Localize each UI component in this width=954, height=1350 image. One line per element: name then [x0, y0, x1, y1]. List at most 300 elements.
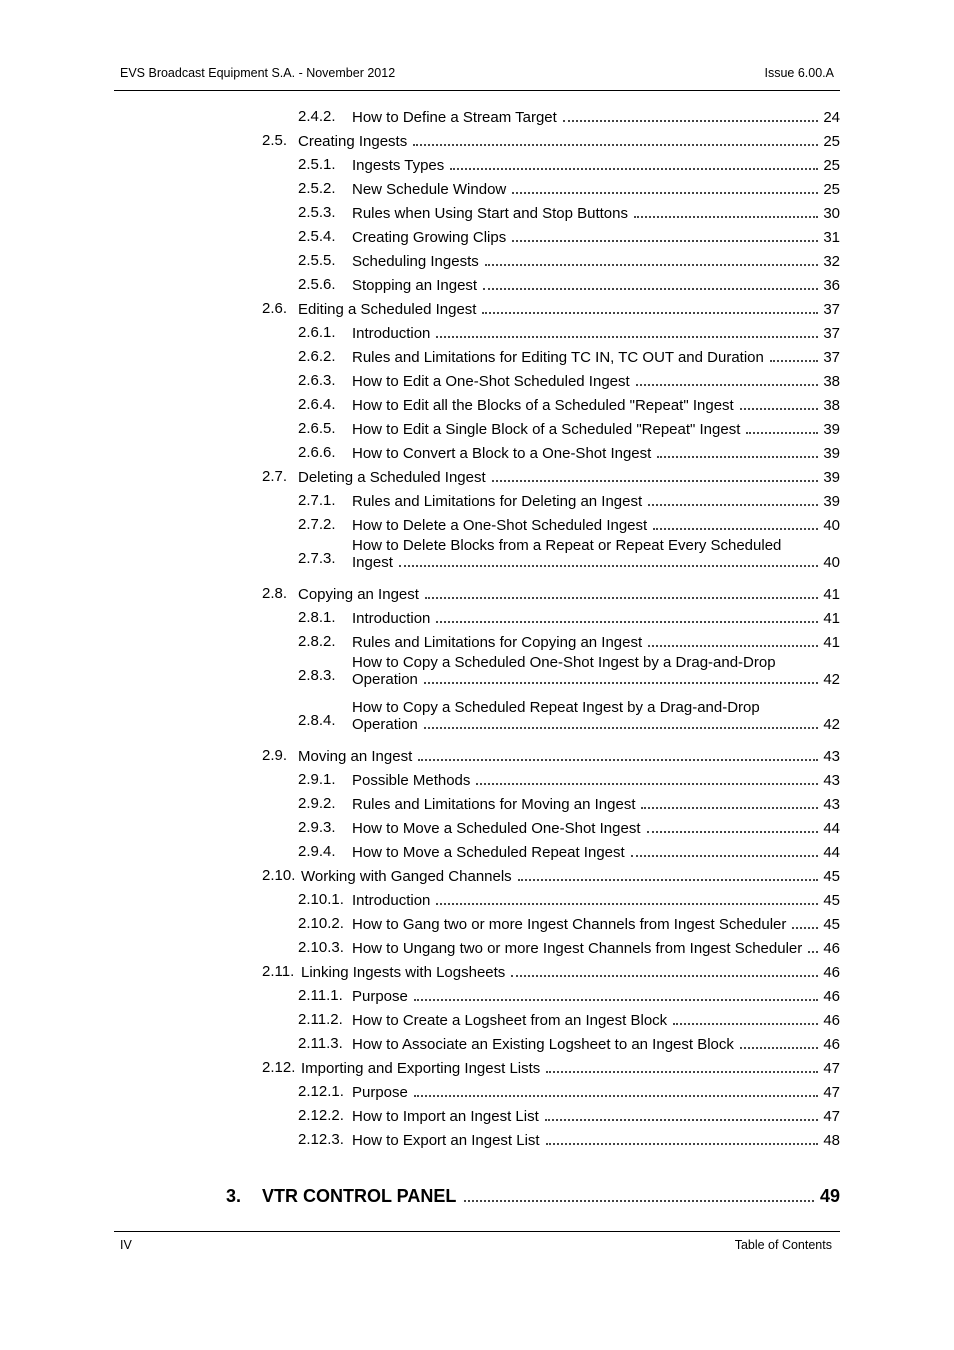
dot-leader — [673, 1023, 818, 1025]
dot-leader — [436, 621, 818, 623]
toc-entry-line — [298, 586, 840, 603]
toc-entry-line — [298, 748, 840, 765]
toc-entry-page: 39 — [823, 469, 840, 486]
toc-entry-body — [352, 420, 840, 438]
toc-entry[interactable] — [0, 129, 954, 153]
toc-entry-page: 37 — [823, 301, 840, 318]
toc-entry-number: 2.5.1. — [298, 156, 336, 173]
toc-entry-page: 38 — [823, 397, 840, 414]
toc-entry[interactable] — [0, 369, 954, 393]
footer-page-number: IV — [120, 1238, 132, 1252]
toc-entry[interactable] — [0, 393, 954, 417]
dot-leader — [482, 312, 818, 314]
toc-entry-title: Introduction — [352, 610, 431, 627]
toc-entry-line — [352, 940, 840, 957]
toc-entry-body — [352, 348, 840, 366]
toc-entry[interactable] — [0, 153, 954, 177]
toc-entry-body — [352, 987, 840, 1005]
toc-entry-line — [352, 229, 840, 246]
toc-entry-line — [352, 445, 840, 462]
toc-entry-page: 25 — [823, 157, 840, 174]
toc-entry[interactable] — [0, 105, 954, 129]
dot-leader — [476, 783, 818, 785]
toc-entry-title: How to Delete a One-Shot Scheduled Ingest — [352, 517, 648, 534]
toc-entry-body — [298, 468, 840, 486]
toc-entry-body — [352, 252, 840, 270]
dot-leader — [657, 456, 818, 458]
dot-leader — [648, 645, 818, 647]
toc-entry-page: 42 — [823, 716, 840, 733]
toc-entry-number: 2.5.5. — [298, 252, 336, 269]
toc-entry-title: How to Delete Blocks from a Repeat or Repeat Every Scheduled — [352, 537, 782, 554]
toc-entry-page: 31 — [823, 229, 840, 246]
toc-entry[interactable] — [0, 537, 954, 582]
toc-entry[interactable] — [0, 960, 954, 984]
toc-entry-title: New Schedule Window — [352, 181, 507, 198]
toc-entry-page: 45 — [823, 892, 840, 909]
toc-entry-page: 37 — [823, 349, 840, 366]
dot-leader — [808, 951, 818, 953]
dot-leader — [740, 408, 818, 410]
toc-entry-number: 2.6.6. — [298, 444, 336, 461]
toc-entry-number: 2.8.3. — [298, 667, 336, 684]
toc-entry-line — [352, 1012, 840, 1029]
toc-entry-title: Rules and Limitations for Copying an Ingest — [352, 634, 643, 651]
dot-leader — [511, 975, 818, 977]
dot-leader — [647, 831, 818, 833]
toc-entry-page: 44 — [823, 844, 840, 861]
toc-entry-title: How to Ungang two or more Ingest Channels from Ingest Scheduler — [352, 940, 803, 957]
toc-entry-body — [352, 444, 840, 462]
toc-entry-title: Rules and Limitations for Editing TC IN, TC OUT and Duration — [352, 349, 764, 366]
dot-leader — [450, 168, 818, 170]
toc-entry-page: 46 — [823, 1036, 840, 1053]
dot-leader — [418, 759, 818, 761]
toc-entry-title: Linking Ingests with Logsheets — [301, 964, 506, 981]
toc-entry-body — [352, 939, 840, 957]
toc-entry-body — [298, 585, 840, 603]
toc-entry-body — [352, 204, 840, 222]
toc-entry[interactable] — [0, 1056, 954, 1080]
toc-entry[interactable] — [0, 768, 954, 792]
toc-entry-page: 43 — [823, 748, 840, 765]
toc-entry-line — [352, 181, 840, 198]
toc-entry[interactable] — [0, 1032, 954, 1056]
toc-entry-title: Introduction — [352, 892, 431, 909]
toc-entry-page: 46 — [823, 964, 840, 981]
toc-entry-line — [352, 772, 840, 789]
toc-entry-page: 39 — [823, 421, 840, 438]
toc-entry-number: 2.12.3. — [298, 1131, 344, 1148]
toc-entry-number: 2.8.1. — [298, 609, 336, 626]
toc-entry[interactable] — [0, 912, 954, 936]
dot-leader — [648, 504, 818, 506]
toc-entry-title: Creating Growing Clips — [352, 229, 507, 246]
toc-entry[interactable] — [0, 465, 954, 489]
header-issue: Issue 6.00.A — [764, 66, 834, 80]
toc-entry-title: Copying an Ingest — [298, 586, 419, 603]
dot-leader — [636, 384, 818, 386]
toc-entry-line — [298, 301, 840, 318]
toc-entry-page: 45 — [823, 868, 840, 885]
toc-entry[interactable] — [0, 417, 954, 441]
toc-entry-body — [352, 915, 840, 933]
toc-entry-page: 38 — [823, 373, 840, 390]
toc-entry-body — [352, 1131, 840, 1149]
toc-entry-line — [352, 988, 840, 1005]
dot-leader — [770, 360, 818, 362]
toc-entry-title: Possible Methods — [352, 772, 471, 789]
toc-entry-continuation — [352, 716, 840, 733]
toc-entry-line — [352, 820, 840, 837]
toc-entry-line — [352, 157, 840, 174]
toc-entry-title: Purpose — [352, 988, 408, 1005]
toc-entry[interactable] — [0, 582, 954, 606]
dot-leader — [483, 288, 818, 290]
toc-entry-page: 36 — [823, 277, 840, 294]
toc-entry-number: 2.6. — [262, 300, 288, 317]
toc-entry-title: Rules when Using Start and Stop Buttons — [352, 205, 628, 222]
toc-entry-title-continued: Operation — [352, 716, 418, 733]
toc-entry-line — [352, 421, 840, 438]
toc-entry-line — [298, 469, 840, 486]
toc-entry-page: 44 — [823, 820, 840, 837]
toc-entry-number: 2.10.2. — [298, 915, 344, 932]
toc-entry[interactable] — [0, 699, 954, 744]
toc-entry-page: 46 — [823, 1012, 840, 1029]
toc-entry-page: 40 — [823, 554, 840, 571]
dot-leader — [436, 336, 818, 338]
toc-entry-title-continued: Ingest — [352, 554, 393, 571]
toc-entry-body — [352, 843, 840, 861]
dot-leader — [740, 1047, 818, 1049]
toc-entry-title: Importing and Exporting Ingest Lists — [301, 1060, 541, 1077]
toc-entry-line — [352, 1084, 840, 1101]
toc-chapter-entry[interactable] — [0, 1164, 954, 1220]
toc-entry[interactable] — [0, 816, 954, 840]
dot-leader — [518, 879, 818, 881]
dot-leader — [641, 807, 818, 809]
toc-entry-title: How to Export an Ingest List — [352, 1132, 540, 1149]
toc-entry[interactable] — [0, 513, 954, 537]
toc-entry-page: 25 — [823, 181, 840, 198]
toc-entry-number: 2.7.3. — [298, 550, 336, 567]
toc-entry[interactable] — [0, 345, 954, 369]
toc-entry-page: 46 — [823, 988, 840, 1005]
toc-entry-body — [352, 276, 840, 294]
toc-entry-title: How to Create a Logsheet from an Ingest Block — [352, 1012, 668, 1029]
toc-entry[interactable] — [0, 654, 954, 699]
toc-entry-number: 2.11.1. — [298, 987, 343, 1004]
toc-entry-body — [298, 132, 840, 150]
toc-entry[interactable] — [0, 273, 954, 297]
toc-entry-line — [352, 325, 840, 342]
dot-leader — [512, 240, 818, 242]
page-header — [114, 64, 840, 91]
dot-leader — [485, 264, 818, 266]
toc-entry-body — [298, 747, 840, 765]
toc-entry-page: 43 — [823, 772, 840, 789]
toc-entry-number: 2.11.3. — [298, 1035, 343, 1052]
toc-entry-number: 2.12.2. — [298, 1107, 344, 1124]
toc-entry-line — [301, 1060, 840, 1077]
toc-entry-line — [352, 493, 840, 510]
toc-entry[interactable] — [0, 1104, 954, 1128]
toc-entry-page: 47 — [823, 1108, 840, 1125]
toc-entry-title: Introduction — [352, 325, 431, 342]
toc-entry-line — [352, 796, 840, 813]
toc-entry-line — [352, 1132, 840, 1149]
toc-entry-continuation — [352, 671, 840, 688]
toc-entry[interactable] — [0, 249, 954, 273]
toc-entry-body — [301, 963, 840, 981]
toc-entry-body — [352, 654, 840, 697]
toc-entry[interactable] — [0, 864, 954, 888]
toc-entry-number: 2.7. — [262, 468, 288, 485]
toc-entry-title-continued: Operation — [352, 671, 418, 688]
footer-section: Table of Contents — [734, 1238, 832, 1252]
toc-entry[interactable] — [0, 297, 954, 321]
dot-leader — [545, 1119, 818, 1121]
toc-entry-number: 2.7.1. — [298, 492, 336, 509]
toc-entry-number: 2.8.4. — [298, 712, 336, 729]
toc-entry-body — [352, 1035, 840, 1053]
toc-entry-body — [352, 1011, 840, 1029]
toc-entry[interactable] — [0, 888, 954, 912]
toc-entry-page: 41 — [823, 634, 840, 651]
toc-entry-number: 2.5.4. — [298, 228, 336, 245]
toc-entry-title: How to Copy a Scheduled Repeat Ingest by a Drag-and-Drop — [352, 699, 760, 716]
toc-entry[interactable] — [0, 744, 954, 768]
toc-entry-body — [352, 180, 840, 198]
toc-entry-number: 2.11. — [262, 963, 295, 980]
toc-entry-number: 2.9. — [262, 747, 288, 764]
toc-entry-page: 25 — [823, 133, 840, 150]
toc-entry-body — [352, 1107, 840, 1125]
toc-entry-number: 2.10.3. — [298, 939, 344, 956]
toc-entry-body — [352, 819, 840, 837]
toc-entry-line — [352, 277, 840, 294]
toc-entry-number: 2.9.3. — [298, 819, 336, 836]
toc-entry-number: 2.6.2. — [298, 348, 336, 365]
dot-leader — [399, 565, 818, 567]
toc-entry-body — [352, 633, 840, 651]
dot-leader — [792, 927, 818, 929]
table-of-contents — [0, 105, 954, 1220]
header-publisher: EVS Broadcast Equipment S.A. - November 2012 — [120, 66, 396, 80]
toc-entry-body — [352, 372, 840, 390]
toc-entry[interactable] — [0, 840, 954, 864]
toc-entry[interactable] — [0, 201, 954, 225]
toc-entry[interactable] — [0, 792, 954, 816]
toc-entry-line — [352, 844, 840, 861]
toc-entry-body — [352, 609, 840, 627]
toc-entry-title: Working with Ganged Channels — [301, 868, 512, 885]
dot-leader — [634, 216, 818, 218]
toc-entry-body — [352, 396, 840, 414]
dot-leader — [492, 480, 818, 482]
dot-leader — [414, 1095, 818, 1097]
toc-entry-title: How to Convert a Block to a One-Shot Ingest — [352, 445, 652, 462]
toc-entry-number: 2.12. — [262, 1059, 296, 1076]
dot-leader — [563, 120, 818, 122]
chapter-page: 49 — [819, 1186, 840, 1206]
toc-entry-page: 39 — [823, 493, 840, 510]
toc-entry-page: 39 — [823, 445, 840, 462]
toc-entry-body — [352, 795, 840, 813]
toc-entry-number: 2.6.1. — [298, 324, 336, 341]
toc-entry-number: 2.9.1. — [298, 771, 336, 788]
toc-entry-line — [352, 610, 840, 627]
toc-entry-number: 2.5.6. — [298, 276, 336, 293]
toc-entry-number: 2.5.2. — [298, 180, 336, 197]
toc-entry[interactable] — [0, 1128, 954, 1152]
chapter-number: 3. — [226, 1186, 242, 1206]
dot-leader — [653, 528, 818, 530]
dot-leader — [436, 903, 818, 905]
toc-entry-page: 47 — [823, 1060, 840, 1077]
toc-entry-number: 2.4.2. — [298, 108, 336, 125]
toc-entry-title: Stopping an Ingest — [352, 277, 478, 294]
toc-entry-body — [352, 492, 840, 510]
toc-entry-page: 32 — [823, 253, 840, 270]
toc-entry-title: Purpose — [352, 1084, 408, 1101]
dot-leader — [413, 144, 818, 146]
toc-entry[interactable] — [0, 1080, 954, 1104]
toc-entry[interactable] — [0, 1008, 954, 1032]
toc-entry[interactable] — [0, 225, 954, 249]
chapter-body — [262, 1186, 840, 1207]
toc-entry-title: Ingests Types — [352, 157, 445, 174]
toc-entry-number: 2.8. — [262, 585, 288, 602]
toc-entry-line — [298, 133, 840, 150]
dot-leader — [424, 727, 818, 729]
dot-leader — [464, 1200, 814, 1202]
dot-leader — [414, 999, 818, 1001]
toc-entry-body — [352, 537, 840, 580]
toc-entry-page: 30 — [823, 205, 840, 222]
toc-entry-title: How to Copy a Scheduled One-Shot Ingest by a Drag-and-Drop — [352, 654, 776, 671]
toc-entry-title: How to Move a Scheduled One-Shot Ingest — [352, 820, 641, 837]
toc-entry-number: 2.12.1. — [298, 1083, 344, 1100]
toc-entry-number: 2.5.3. — [298, 204, 336, 221]
dot-leader — [512, 192, 818, 194]
toc-entry-page: 24 — [823, 109, 840, 126]
toc-entry-title: How to Move a Scheduled Repeat Ingest — [352, 844, 625, 861]
toc-entry-title: How to Associate an Existing Logsheet to an Ingest Block — [352, 1036, 734, 1053]
toc-entry-number: 2.5. — [262, 132, 288, 149]
toc-entry-line — [352, 634, 840, 651]
toc-entry-body — [352, 891, 840, 909]
toc-entry-body — [352, 699, 840, 742]
dot-leader — [546, 1143, 818, 1145]
dot-leader — [424, 682, 818, 684]
toc-entry-page: 37 — [823, 325, 840, 342]
toc-entry[interactable] — [0, 936, 954, 960]
toc-entry-title: Moving an Ingest — [298, 748, 413, 765]
toc-entry-title: Rules and Limitations for Deleting an Ingest — [352, 493, 643, 510]
dot-leader — [425, 597, 818, 599]
toc-entry-page: 41 — [823, 586, 840, 603]
page-footer — [114, 1231, 840, 1256]
toc-entry-line — [301, 868, 840, 885]
toc-entry-number: 2.6.5. — [298, 420, 336, 437]
toc-entry-title: How to Edit a One-Shot Scheduled Ingest — [352, 373, 630, 390]
toc-entry-line — [352, 892, 840, 909]
toc-entry-number: 2.8.2. — [298, 633, 336, 650]
toc-entry[interactable] — [0, 441, 954, 465]
toc-entry-body — [301, 1059, 840, 1077]
toc-entry-line — [301, 964, 840, 981]
toc-entry[interactable] — [0, 489, 954, 513]
toc-entry-line — [352, 1108, 840, 1125]
toc-entry-line — [352, 253, 840, 270]
toc-entry[interactable] — [0, 606, 954, 630]
toc-entry[interactable] — [0, 984, 954, 1008]
toc-entry-body — [352, 324, 840, 342]
toc-entry-number: 2.7.2. — [298, 516, 336, 533]
dot-leader — [746, 432, 818, 434]
toc-entry-body — [352, 228, 840, 246]
chapter-title: VTR CONTROL PANEL — [262, 1186, 457, 1206]
toc-entry-line — [352, 373, 840, 390]
toc-entry-page: 43 — [823, 796, 840, 813]
toc-entry[interactable] — [0, 177, 954, 201]
toc-entry-continuation — [352, 554, 840, 571]
toc-entry[interactable] — [0, 630, 954, 654]
toc-entry-title: Deleting a Scheduled Ingest — [298, 469, 486, 486]
toc-entry-page: 48 — [823, 1132, 840, 1149]
toc-entry[interactable] — [0, 321, 954, 345]
toc-entry-page: 47 — [823, 1084, 840, 1101]
toc-entry-page: 41 — [823, 610, 840, 627]
toc-entry-page: 42 — [823, 671, 840, 688]
toc-entry-line — [352, 397, 840, 414]
toc-entry-number: 2.11.2. — [298, 1011, 343, 1028]
toc-entry-title: How to Define a Stream Target — [352, 109, 557, 126]
toc-entry-body — [352, 108, 840, 126]
toc-entry-title: How to Gang two or more Ingest Channels from Ingest Scheduler — [352, 916, 787, 933]
toc-entry-page: 40 — [823, 517, 840, 534]
toc-entry-body — [352, 516, 840, 534]
toc-entry-number: 2.10.1. — [298, 891, 344, 908]
dot-leader — [546, 1071, 818, 1073]
toc-entry-title: Creating Ingests — [298, 133, 408, 150]
toc-entry-line — [352, 349, 840, 366]
toc-entry-title: How to Edit all the Blocks of a Scheduled "Repeat" Ingest — [352, 397, 734, 414]
toc-entry-body — [352, 1083, 840, 1101]
toc-entry-number: 2.10. — [262, 867, 296, 884]
toc-entry-number: 2.9.4. — [298, 843, 336, 860]
toc-entry-title: Rules and Limitations for Moving an Ingest — [352, 796, 636, 813]
toc-entry-number: 2.6.3. — [298, 372, 336, 389]
toc-entry-line — [352, 1036, 840, 1053]
toc-entry-title: How to Edit a Single Block of a Scheduled "Repeat" Ingest — [352, 421, 741, 438]
toc-entry-page: 45 — [823, 916, 840, 933]
toc-entry-body — [298, 300, 840, 318]
toc-entry-body — [352, 156, 840, 174]
toc-entry-line — [352, 916, 840, 933]
toc-entry-body — [301, 867, 840, 885]
toc-entry-line — [352, 205, 840, 222]
toc-entry-number: 2.6.4. — [298, 396, 336, 413]
toc-entry-page: 46 — [823, 940, 840, 957]
toc-entry-number: 2.9.2. — [298, 795, 336, 812]
toc-entry-title: How to Import an Ingest List — [352, 1108, 539, 1125]
toc-entry-title: Editing a Scheduled Ingest — [298, 301, 477, 318]
toc-entry-title: Scheduling Ingests — [352, 253, 479, 270]
toc-entry-line — [352, 109, 840, 126]
